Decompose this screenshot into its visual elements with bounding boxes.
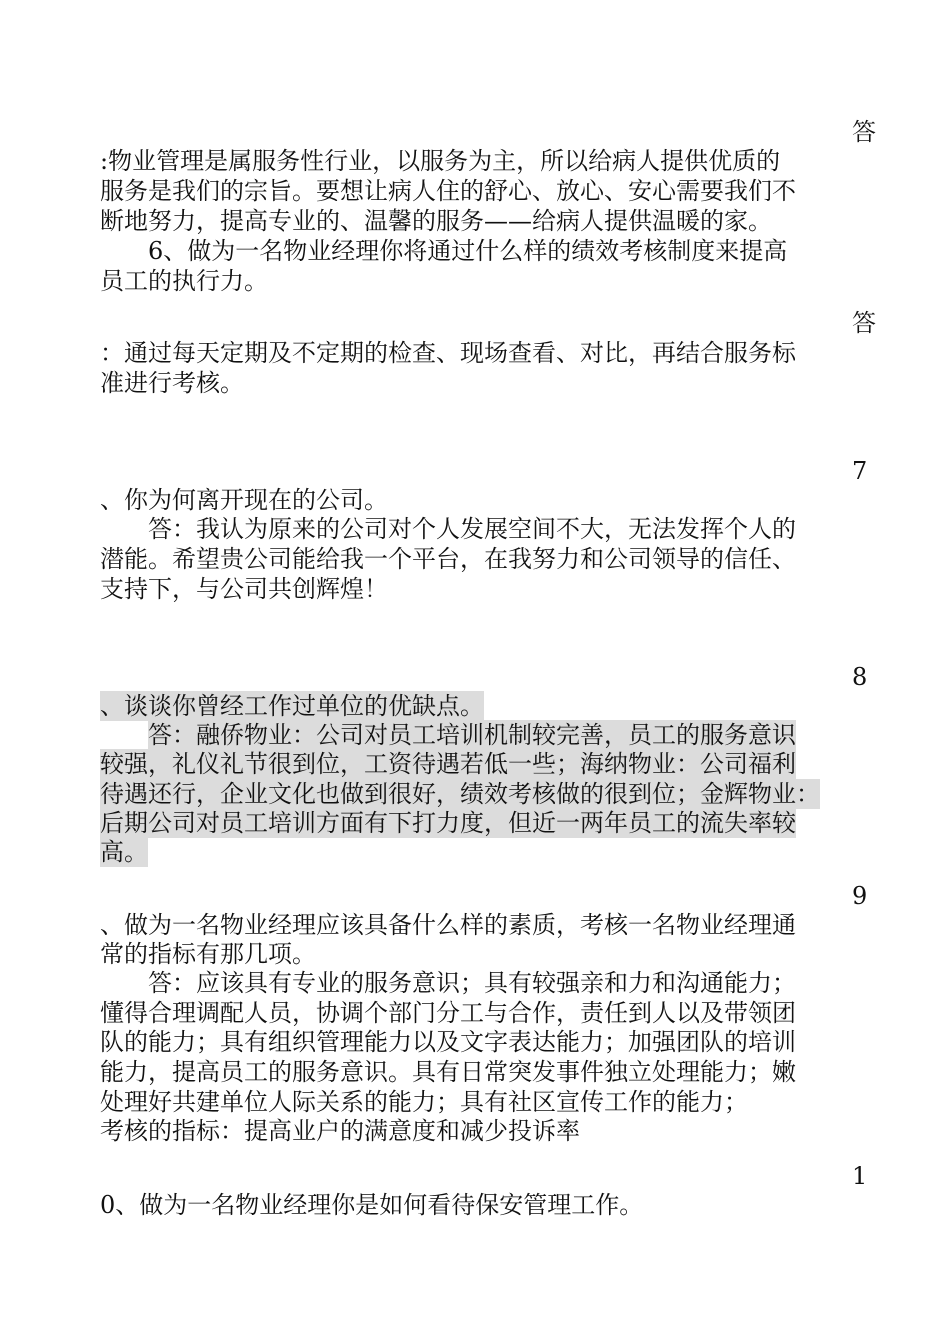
answer-text-line: ：通过每天定期及不定期的检查、现场查看、对比，再结合服务标 (100, 339, 796, 367)
answer-marker: 答 (852, 118, 876, 146)
question-text-line: 6、做为一名物业经理你将通过什么样的绩效考核制度来提高 (148, 237, 788, 265)
answer-text-line: 处理好共建单位人际关系的能力；具有社区宣传工作的能力； (100, 1088, 748, 1116)
answer-text-line: 服务是我们的宗旨。要想让病人住的舒心、放心、安心需要我们不 (100, 177, 796, 205)
answer-text-line: 懂得合理调配人员，协调个部门分工与合作，责任到人以及带领团 (100, 999, 796, 1027)
question-text-line: 、做为一名物业经理应该具备什么样的素质，考核一名物业经理通 (100, 911, 796, 939)
question-text-line: 常的指标有那几项。 (100, 940, 316, 968)
answer-text-line: 队的能力；具有组织管理能力以及文字表达能力；加强团队的培训 (100, 1028, 796, 1056)
answer-text-line: 待遇还行，企业文化也做到很好，绩效考核做的很到位；金辉物业： (100, 780, 820, 808)
answer-text-line: :物业管理是属服务性行业，以服务为主，所以给病人提供优质的 (100, 147, 781, 175)
answer-text-line: 高。 (100, 838, 148, 866)
question-number: 8 (852, 663, 868, 691)
answer-text-line: 准进行考核。 (100, 369, 244, 397)
answer-text-line: 能力，提高员工的服务意识。具有日常突发事件独立处理能力；嫩 (100, 1058, 796, 1086)
question-number: 9 (852, 882, 868, 910)
answer-text-line: 考核的指标：提高业户的满意度和减少投诉率 (100, 1117, 580, 1145)
question-text-line: 、你为何离开现在的公司。 (100, 486, 388, 514)
answer-text-line: 支持下，与公司共创辉煌！ (100, 575, 388, 603)
answer-text-line: 答：融侨物业：公司对员工培训机制较完善，员工的服务意识 (148, 721, 796, 749)
question-text-line: 0、做为一名物业经理你是如何看待保安管理工作。 (100, 1191, 644, 1219)
answer-text-line: 较强，礼仪礼节很到位，工资待遇若低一些；海纳物业：公司福利 (100, 750, 796, 778)
answer-text-line: 断地努力，提高专业的、温馨的服务——给病人提供温暖的家。 (100, 207, 772, 235)
answer-text-line: 潜能。希望贵公司能给我一个平台，在我努力和公司领导的信任、 (100, 545, 796, 573)
question-text-line: 、谈谈你曾经工作过单位的优缺点。 (100, 692, 484, 720)
question-text-line: 员工的执行力。 (100, 267, 268, 295)
question-number: 1 (852, 1162, 868, 1190)
answer-text-line: 答：我认为原来的公司对个人发展空间不大，无法发挥个人的 (148, 515, 796, 543)
answer-text-line: 答：应该具有专业的服务意识；具有较强亲和力和沟通能力； (148, 969, 796, 997)
question-number: 7 (852, 457, 868, 485)
answer-marker: 答 (852, 309, 876, 337)
answer-text-line: 后期公司对员工培训方面有下打力度，但近一两年员工的流失率较 (100, 809, 796, 837)
